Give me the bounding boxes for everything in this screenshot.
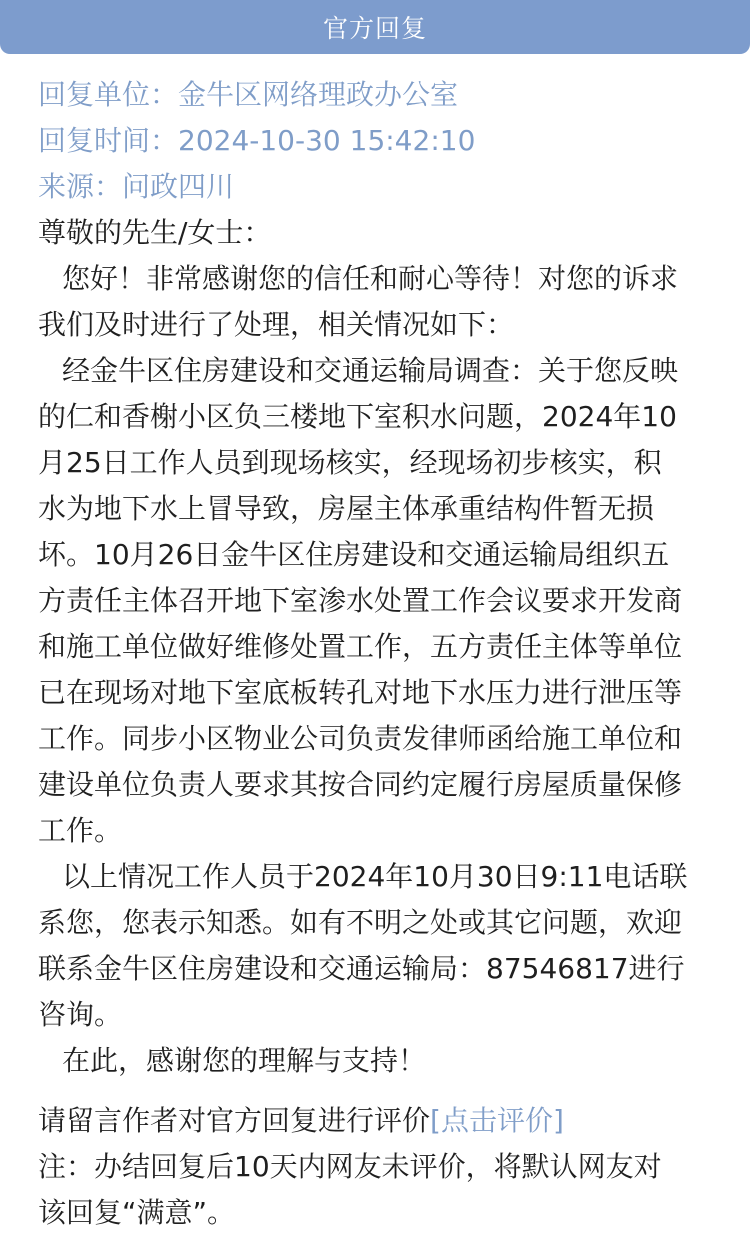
paragraph-line: 月25日工作人员到现场核实，经现场初步核实，积 [38,446,662,479]
rate-prompt: 请留言作者对官方回复进行评价 [38,1104,431,1137]
footer-note-line: 注：办结回复后10天内网友未评价，将默认网友对 [38,1150,662,1183]
reply-time: 回复时间：2024-10-30 15:42:10 [38,124,476,157]
reply-source: 来源：问政四川 [38,170,235,203]
paragraph-line: 以上情况工作人员于2024年10月30日9:11电话联 [62,860,688,893]
paragraph-line: 水为地下水上冒导致，房屋主体承重结构件暂无损 [38,492,655,525]
reply-header [0,0,750,54]
letter-closing: 在此，感谢您的理解与支持！ [62,1044,427,1077]
letter-salutation: 尊敬的先生/女士： [38,216,272,249]
paragraph-line: 工作。 [38,814,123,847]
paragraph-line: 工作。同步小区物业公司负责发律师函给施工单位和 [38,722,683,755]
paragraph-line: 您好！非常感谢您的信任和耐心等待！对您的诉求 [62,262,679,295]
paragraph-line: 已在现场对地下室底板转孔对地下水压力进行泄压等 [38,676,683,709]
paragraph-line: 系您，您表示知悉。如有不明之处或其它问题，欢迎 [38,906,683,939]
paragraph-line: 坏。10月26日金牛区住房建设和交通运输局组织五 [38,538,670,571]
paragraph-line: 建设单位负责人要求其按合同约定履行房屋质量保修 [38,768,683,801]
paragraph-line: 和施工单位做好维修处置工作，五方责任主体等单位 [38,630,683,663]
paragraph-line: 经金牛区住房建设和交通运输局调查：关于您反映 [62,354,679,387]
rate-link[interactable]: [点击评价] [430,1104,564,1137]
paragraph-line: 联系金牛区住房建设和交通运输局：87546817进行 [38,952,685,985]
paragraph-line: 的仁和香榭小区负三楼地下室积水问题，2024年10 [38,400,677,433]
header-title: 官方回复 [322,14,427,43]
paragraph-line: 我们及时进行了处理，相关情况如下： [38,308,515,341]
footer-note-line: 该回复“满意”。 [38,1196,236,1229]
paragraph-line: 方责任主体召开地下室渗水处置工作会议要求开发商 [38,584,683,617]
paragraph-line: 咨询。 [38,998,123,1031]
reply-unit: 回复单位：金牛区网络理政办公室 [38,78,459,111]
rate-prompt-row [38,1098,710,1144]
